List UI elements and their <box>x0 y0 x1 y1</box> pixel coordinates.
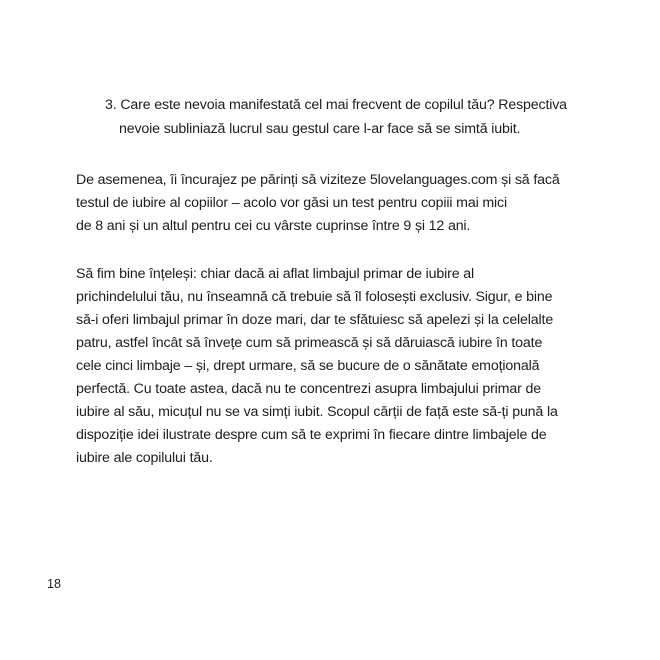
paragraph-line: iubire ale copilului tău. <box>76 450 213 466</box>
paragraph-line: patru, astfel încât să învețe cum să primească și să dăruiască iubire în toate <box>76 335 543 351</box>
paragraph-line: de 8 ani și un altul pentru cei cu vârste cuprinse între 9 și 12 ani. <box>76 218 471 234</box>
paragraph-line: De asemenea, îi încurajez pe părinți să viziteze 5lovelanguages.com și să facă <box>76 172 560 188</box>
paragraph-line: testul de iubire al copiilor – acolo vor găsi un test pentru copiii mai mici <box>76 195 507 211</box>
paragraph-line: Să fim bine înțeleși: chiar dacă ai aflat limbajul primar de iubire al <box>76 266 474 282</box>
page-number: 18 <box>47 577 61 591</box>
paragraph-line: prichindelului tău, nu înseamnă că trebuie să îl folosești exclusiv. Sigur, e bine <box>76 289 553 305</box>
paragraph-line: perfectă. Cu toate astea, dacă nu te concentrezi asupra limbajului primar de <box>76 381 541 397</box>
paragraph-line: dispoziție idei ilustrate despre cum să te exprimi în fiecare dintre limbajele de <box>76 427 547 443</box>
paragraph-line: să-i oferi limbajul primar în doze mari, dar te sfătuiesc să apelezi și la celelalte <box>76 312 554 328</box>
list-item-line: nevoie subliniază lucrul sau gestul care l-ar face să se simtă iubit. <box>119 121 521 137</box>
paragraph-line: cele cinci limbaje – și, drept urmare, să se bucure de o sănătate emoțională <box>76 358 540 374</box>
list-item-line: 3. Care este nevoia manifestată cel mai frecvent de copilul tău? Respectiva <box>105 97 567 113</box>
paragraph-line: iubire al său, micuțul nu se va simți iubit. Scopul cărții de față este să-ți pună la <box>76 404 558 420</box>
